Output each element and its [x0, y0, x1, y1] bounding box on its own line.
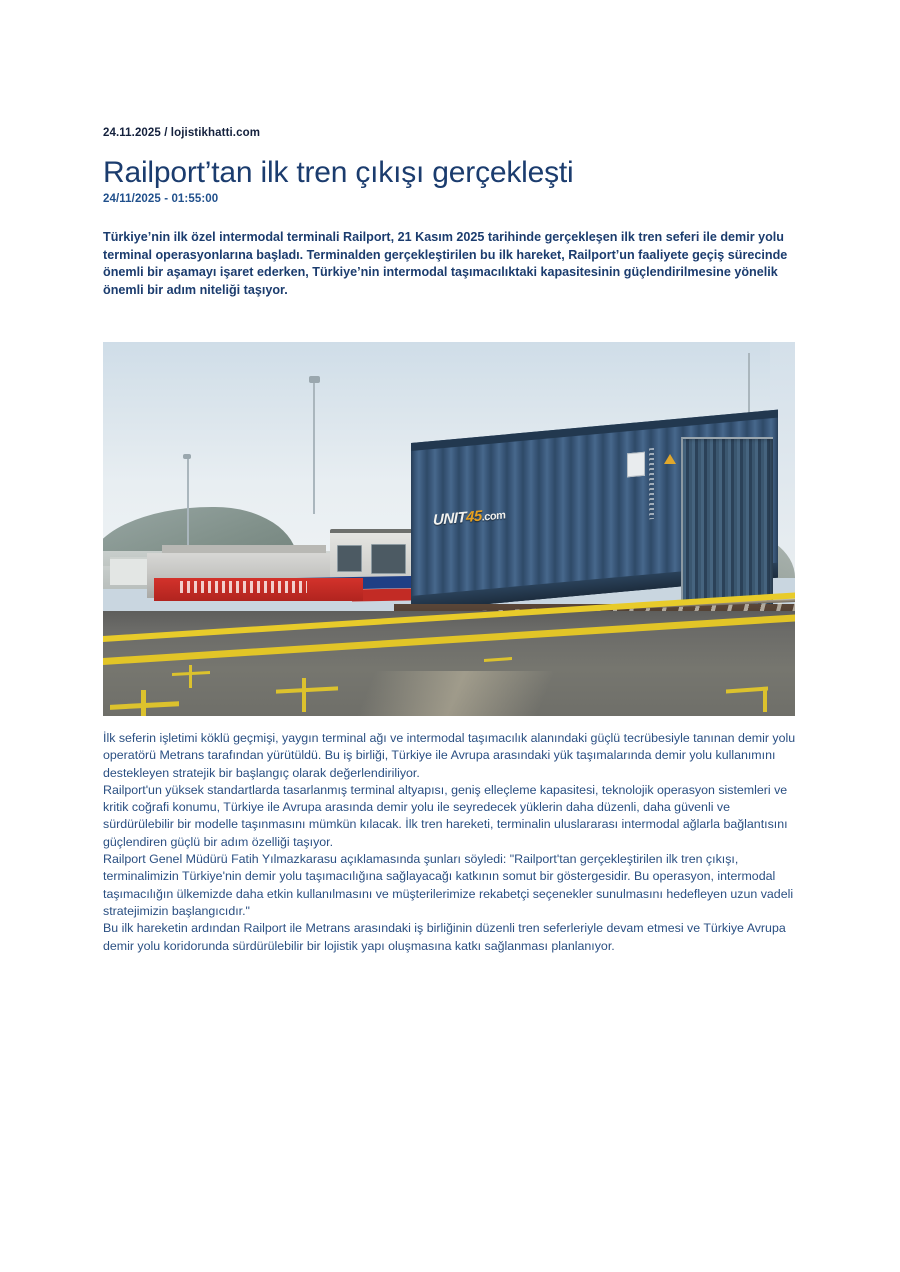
warning-triangle-icon: [664, 454, 676, 464]
body-paragraph: Bu ilk hareketin ardından Railport ile Metrans arasındaki iş birliğinin düzenli tren seferleriyle devam etmesi ve Türkiye Avrupa demir yolu koridorunda sürdürülebilir bir lojistik yapı oluşmasına katkı sağlanması planlanıyor.: [103, 921, 786, 953]
locomotive-lettering: [180, 581, 307, 593]
photo-canvas: [103, 342, 795, 716]
article-body: [103, 730, 803, 955]
light-mast-head-short: [183, 454, 191, 459]
ground-light-patch: [357, 671, 555, 716]
article-content: [103, 126, 803, 955]
container-placard: [627, 452, 644, 477]
light-mast-head-tall: [309, 376, 320, 383]
body-paragraph: Railport'un yüksek standartlarda tasarlanmış terminal altyapısı, geniş elleçleme kapasitesi, teknolojik operasyon sistemleri ve kritik coğrafi konumu, Türkiye ile Avrupa arasında demir yolu ile seyredecek yüklerin daha düzenli, daha güvenli ve sürdürülebilir bir modelle taşınmasını mümkün kılacak. İlk tren hareketi, terminalin uluslararası intermodal ağlarla bağlantısını güçlendiren güçlü bir adım özelliği taşıyor.: [103, 782, 788, 849]
container-logo: [433, 505, 505, 529]
light-mast-tall: [313, 379, 315, 514]
container-door-end: [681, 437, 773, 615]
container-vertical-marking: [649, 448, 653, 519]
cab-window-side: [371, 544, 407, 574]
article-timestamp: 24/11/2025 - 01:55:00: [103, 193, 219, 205]
container-logo-word: UNIT: [432, 508, 466, 529]
ground-cross-2-vertical: [302, 678, 306, 712]
page-title: Railport’tan ilk tren çıkışı gerçekleşti: [103, 156, 574, 189]
article-photo: [103, 342, 795, 716]
ground-mark-right-b: [763, 690, 767, 712]
container-logo-number: 45: [465, 507, 482, 526]
ground-cross-1-vertical: [189, 665, 192, 687]
container-logo-domain: .com: [481, 509, 506, 524]
cab-window-front: [337, 545, 361, 573]
source-and-date-line: 24.11.2025 / lojistikhatti.com: [103, 127, 261, 139]
body-paragraph: İlk seferin işletimi köklü geçmişi, yaygın terminal ağı ve intermodal taşımacılık alanındaki güçlü tecrübesiyle tanınan demir yolu operatörü Metrans tarafından yürütüldü. Bu iş birliği, Türkiye ile Avrupa arasındaki yük taşımalarında demir yolu kullanımını destekleyen stratejik bir başlangıç olarak değerlendiriliyor.: [103, 731, 796, 780]
ground-cross-3-vertical: [141, 690, 146, 716]
body-paragraph: Railport Genel Müdürü Fatih Yılmazkarasu açıklamasında şunları söyledi: "Railport'tan gerçekleştirilen ilk tren çıkışı, terminalimizin Türkiye'nin demir yolu taşımacılığına sağlayacağı katkının somut bir göstergesidir. Bu operasyon, intermodal taşımacılığın ülkemizde daha etkin kullanılmasını ve müşterilerimize rekabetçi seçenekler sunulmasını hedefleyen uzun vadeli stratejimizin başlangıcıdır.": [103, 852, 794, 918]
lead-paragraph: Türkiye’nin ilk özel intermodal terminali Railport, 21 Kasım 2025 tarihinde gerçekleşen ilk tren seferi ile demir yolu terminal operasyonlarına başladı. Terminalden gerçekleştirilen bu ilk hareket, Railport’un faaliyete geçiş sürecinde önemli bir aşamayı işaret ederken, Türkiye’nin intermodal taşımacılıktaki kapasitesinin güçlendirilmesine yönelik önemli bir adım niteliği taşıyor.: [103, 230, 788, 297]
